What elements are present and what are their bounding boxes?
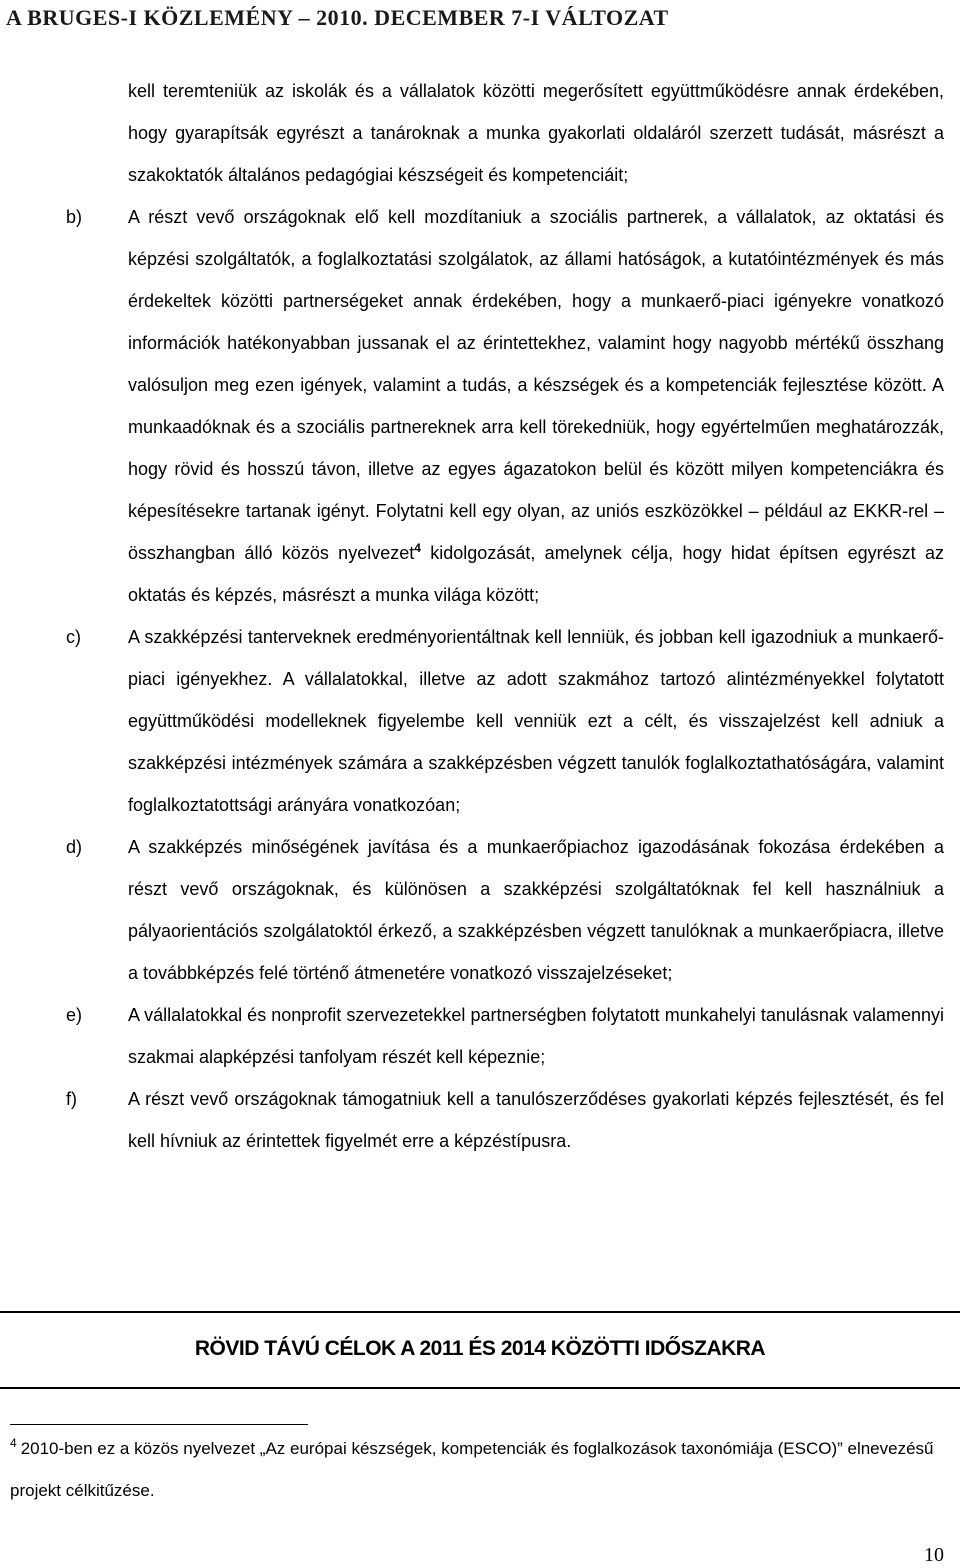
list-item-c xyxy=(66,616,944,826)
list-item-e xyxy=(66,994,944,1078)
list-item-text-part: kidolgozását, amelynek célja, hogy hidat építsen egyrészt az oktatás és képzés, másrészt a munka világa között; xyxy=(128,543,944,605)
list-item-letter: f) xyxy=(66,1089,77,1109)
list-item-text: A szakképzés minőségének javítása és a munkaerőpiachoz igazodásának fokozása érdekében a részt vevő országoknak, és különösen a szakképzési szolgáltatóknak fel kell használniuk a pályaorientációs szolgálatoktól érkező, a szakképzésben végzett tanulóknak a munkaerőpiacra, illetve a továbbképzés felé történő átmenetére vonatkozó visszajelzéseket; xyxy=(128,837,944,983)
list-item-f xyxy=(66,1078,944,1162)
footnote-divider xyxy=(10,1424,308,1425)
footnote-marker: 4 xyxy=(10,1436,17,1451)
list-item-text-part: A részt vevő országoknak elő kell mozdítaniuk a szociális partnerek, a vállalatok, az oktatási és képzési szolgáltatók, a foglalkoztatási szolgálatok, az állami hatóságok, a kutatóintézmények és más érdekeltek közötti partnerségeket annak érdekében, hogy a munkaerő-piaci igényekre vonatkozó információk hatékonyabban jussanak el az érintettekhez, valamint hogy nagyobb mértékű összhang valósuljon meg ezen igények, valamint a tudás, a készségek és a kompetenciák fejlesztése között. A munkaadóknak és a szociális partnereknek arra kell törekedniük, hogy egyértelműen meghatározzák, hogy rövid és hosszú távon, illetve az egyes ágazatokon belül és között milyen kompetenciákra és képesítésekre tartanak igényt. Folytatni kell egy olyan, az uniós eszközökkel – például az EKKR-rel – összhangban álló közös nyelvezet xyxy=(128,207,944,563)
footnote-text: 2010-ben ez a közös nyelvezet „Az európai készségek, kompetenciák és foglalkozások taxonómiája (ESCO)” elnevezésű projekt célkitűzése. xyxy=(10,1439,934,1500)
document-header xyxy=(0,0,960,36)
list-item-b xyxy=(66,196,944,616)
intro-paragraph: kell teremteniük az iskolák és a vállalatok közötti megerősített együttműködésre annak érdekében, hogy gyarapítsák egyrészt a tanároknak a munka gyakorlati oldaláról szerzett tudását, másrészt a szakoktatók általános pedagógiai készségeit és kompetenciáit; xyxy=(128,81,944,185)
section-heading-box xyxy=(0,1311,960,1389)
list-item-letter: b) xyxy=(66,207,83,227)
footnote xyxy=(10,1428,940,1512)
footnote-reference[interactable]: 4 xyxy=(414,541,421,555)
list-item-text: A szakképzési tanterveknek eredményorientáltnak kell lenniük, és jobban kell igazodniuk a munkaerő-piaci igényekhez. A vállalatokkal, illetve az adott szakmához tartozó alintézményekkel folytatott együttműködési modelleknek figyelembe kell venniük ezt a célt, és visszajelzést kell adniuk a szakképzési intézmények számára a szakképzésben végzett tanulók foglalkoztathatóságára, valamint foglalkoztatottsági arányára vonatkozóan; xyxy=(128,627,944,815)
document-body xyxy=(0,70,960,1162)
header-title: A BRUGES-I KÖZLEMÉNY – 2010. DECEMBER 7-I VÁLTOZAT xyxy=(6,5,669,30)
section-heading: RÖVID TÁVÚ CÉLOK A 2011 ÉS 2014 KÖZÖTTI IDŐSZAKRA xyxy=(194,1337,766,1360)
page-number: 10 xyxy=(924,1544,944,1566)
list-item-text: A részt vevő országoknak támogatniuk kell a tanulószerződéses gyakorlati képzés fejlesztését, és fel kell hívniuk az érintettek figyelmét erre a képzéstípusra. xyxy=(128,1089,944,1151)
list-item-letter: c) xyxy=(66,627,81,647)
list-item-text: A vállalatokkal és nonprofit szervezetekkel partnerségben folytatott munkahelyi tanulásnak valamennyi szakmai alapképzési tanfolyam részét kell képeznie; xyxy=(128,1005,944,1067)
list-item-letter: d) xyxy=(66,837,83,857)
list-item-letter: e) xyxy=(66,1005,83,1025)
list-item-d xyxy=(66,826,944,994)
list-item-text xyxy=(128,207,944,605)
